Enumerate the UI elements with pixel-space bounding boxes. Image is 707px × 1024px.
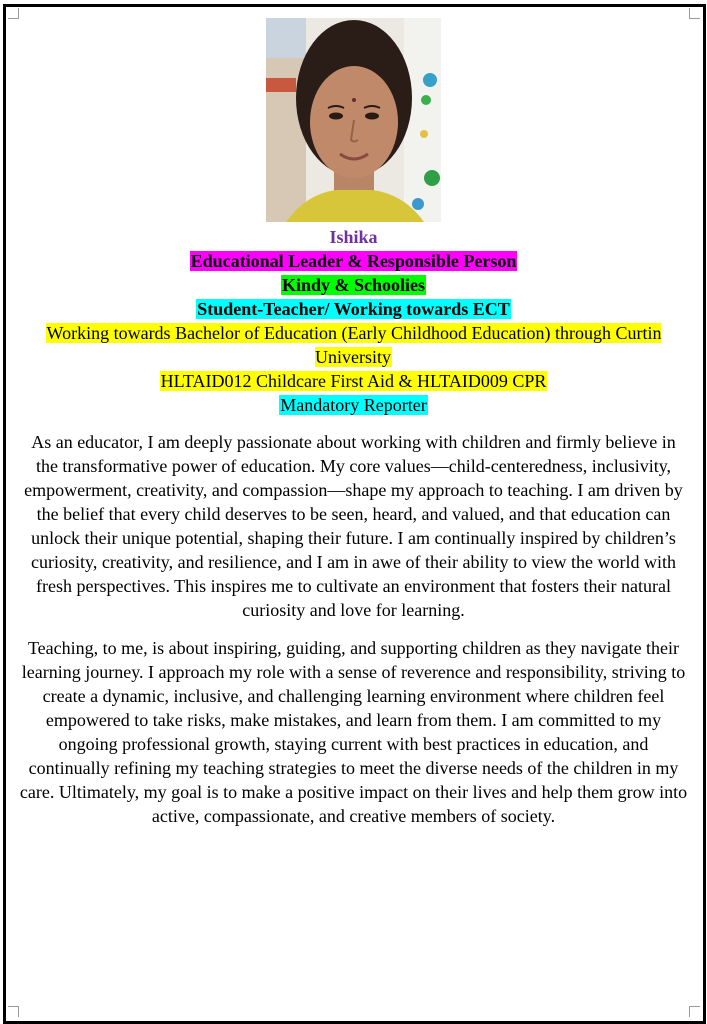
role-title: Educational Leader & Responsible Person xyxy=(190,251,517,271)
room-title: Kindy & Schoolies xyxy=(281,275,426,295)
status-title: Student-Teacher/ Working towards ECT xyxy=(197,299,510,319)
bio-paragraph-1: As an educator, I am deeply passionate about working with children and firmly believe in the transformative power of education. My core values—child-centeredness, inclusivity, empowerment, creativity, and compassion—shape my approach to teaching. I am driven by the belief that every child deserves to be seen, heard, and valued, and that education can unlock their unique potential, shaping their future. I am continually inspired by children’s curiosity, creativity, and resilience, and I am in awe of their ability to view the world with fresh perspectives. This inspires me to cultivate an environment that fosters their natural curiosity and love for learning. xyxy=(24,432,683,620)
educator-bio xyxy=(18,430,689,842)
corner-mark-top-right xyxy=(689,8,700,19)
first-aid-qualification: HLTAID012 Childcare First Aid & HLTAID009 CPR xyxy=(160,371,547,391)
profile-photo xyxy=(266,18,441,222)
profile-header xyxy=(12,225,695,417)
corner-mark-top-left xyxy=(8,8,19,19)
educator-name: Ishika xyxy=(329,227,378,247)
study-qualification: Working towards Bachelor of Education (Early Childhood Education) through Curtin University xyxy=(46,323,662,367)
corner-mark-bottom-left xyxy=(8,1006,19,1017)
bio-paragraph-2: Teaching, to me, is about inspiring, guiding, and supporting children as they navigate their learning journey. I approach my role with a sense of reverence and responsibility, striving to create a dynamic, inclusive, and challenging learning environment where children feel empowered to take risks, make mistakes, and learn from them. I am committed to my ongoing professional growth, staying current with best practices in education, and continually refining my teaching strategies to meet the diverse needs of the children in my care. Ultimately, my goal is to make a positive impact on their lives and help them grow into active, compassionate, and creative members of society. xyxy=(19,638,688,826)
corner-mark-bottom-right xyxy=(689,1006,700,1017)
mandatory-reporter-badge: Mandatory Reporter xyxy=(280,395,427,415)
